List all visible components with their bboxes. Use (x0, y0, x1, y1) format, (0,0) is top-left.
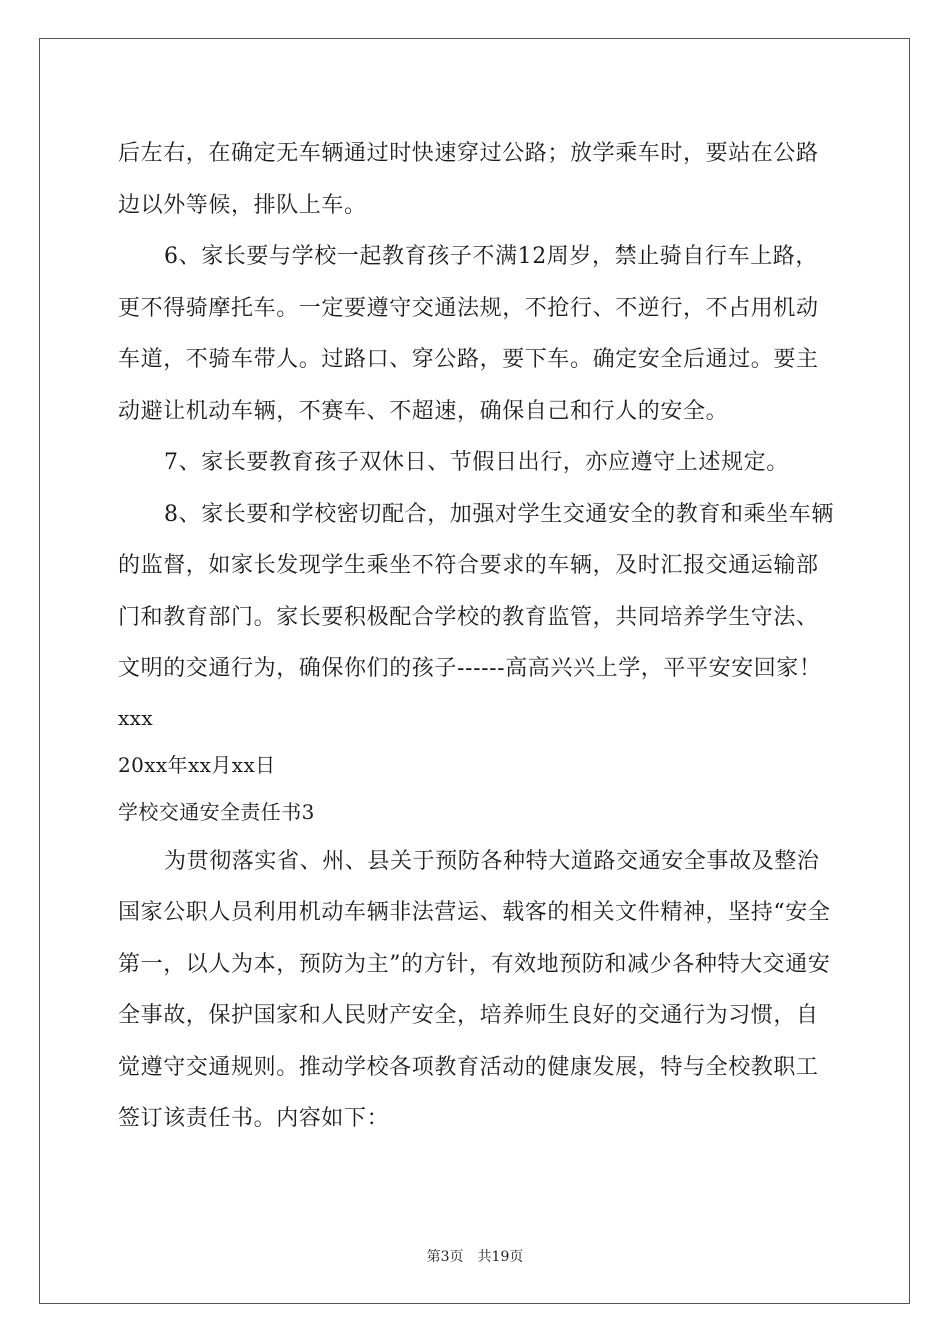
document-body (118, 128, 838, 1145)
section-paragraph: 为贯彻落实省、州、县关于预防各种特大道路交通安全事故及整治国家公职人员利用机动车辆非法营运、载客的相关文件精神，坚持“安全第一，以人为本，预防为主”的方针，有效地预防和减少各种特大交通安全事故，保护国家和人民财产安全，培养师生良好的交通行为习惯，自觉遵守交通规则。推动学校各项教育活动的健康发展，特与全校教职工签订该责任书。内容如下： (118, 848, 831, 1131)
section-title: 学校交通安全责任书3 (118, 799, 315, 824)
date: 20xx年xx月xx日 (118, 752, 276, 777)
total-pages: 共19页 (477, 1249, 524, 1265)
page-footer (0, 1246, 950, 1266)
signature: xxx (118, 705, 154, 730)
current-page: 第3页 (426, 1249, 464, 1265)
paragraph-continuation: 后左右，在确定无车辆通过时快速穿过公路；放学乘车时，要站在公路边以外等候，排队上车。 (118, 141, 819, 218)
paragraph-item-8: 8、家长要和学校密切配合，加强对学生交通安全的教育和乘坐车辆的监督，如家长发现学生乘坐不符合要求的车辆，及时汇报交通运输部门和教育部门。家长要积极配合学校的教育监管，共同培养学生守法、文明的交通行为，确保你们的孩子------高高兴兴上学，平平安安回家！ (118, 501, 834, 681)
paragraph-item-7: 7、家长要教育孩子双休日、节假日出行，亦应遵守上述规定。 (164, 450, 789, 475)
paragraph-item-6: 6、家长要与学校一起教育孩子不满12周岁，禁止骑自行车上路，更不得骑摩托车。一定要遵守交通法规，不抢行、不逆行，不占用机动车道，不骑车带人。过路口、穿公路，要下车。确定安全后通过。要主动避让机动车辆，不赛车、不超速，确保自己和行人的安全。 (118, 244, 819, 424)
